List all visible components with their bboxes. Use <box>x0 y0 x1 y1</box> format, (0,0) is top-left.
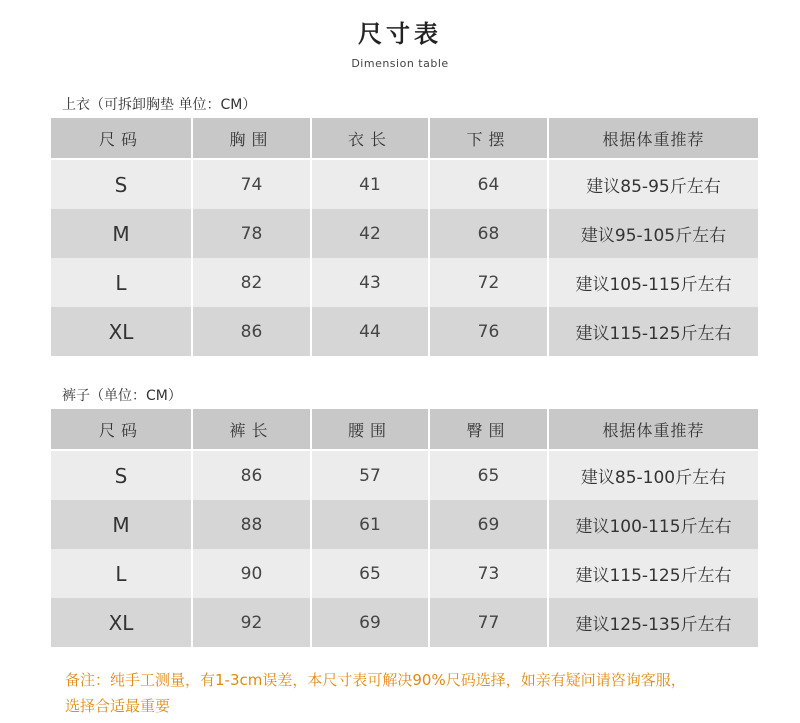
chest-cell: 74 <box>192 159 311 209</box>
waist-cell: 69 <box>311 598 429 647</box>
hip-cell: 77 <box>429 598 548 647</box>
hem-cell: 64 <box>429 159 548 209</box>
recommendation-cell: 建议125-135斤左右 <box>548 598 758 647</box>
column-header-length: 衣长 <box>311 118 429 159</box>
page-title: 尺寸表 <box>358 20 442 48</box>
table-header-row <box>51 409 758 450</box>
length-cell: 44 <box>311 307 429 356</box>
length-cell: 41 <box>311 159 429 209</box>
column-header-recommendation: 根据体重推荐 <box>548 118 758 159</box>
hip-cell: 73 <box>429 549 548 598</box>
table-row <box>51 500 758 549</box>
top-size-table <box>51 118 758 356</box>
table-row <box>51 450 758 500</box>
column-header-size: 尺码 <box>51 118 192 159</box>
pants-length-cell: 86 <box>192 450 311 500</box>
size-cell: S <box>51 159 192 209</box>
size-cell: L <box>51 258 192 307</box>
recommendation-cell: 建议105-115斤左右 <box>548 258 758 307</box>
size-cell: XL <box>51 598 192 647</box>
waist-cell: 61 <box>311 500 429 549</box>
size-cell: M <box>51 500 192 549</box>
hem-cell: 76 <box>429 307 548 356</box>
top-section-label: 上衣（可拆卸胸垫 单位：CM） <box>62 97 257 113</box>
column-header-size: 尺码 <box>51 409 192 450</box>
chest-cell: 86 <box>192 307 311 356</box>
waist-cell: 65 <box>311 549 429 598</box>
pants-length-cell: 92 <box>192 598 311 647</box>
page-subtitle: Dimension table <box>351 57 449 70</box>
note-text <box>65 667 765 719</box>
length-cell: 42 <box>311 209 429 258</box>
table-row <box>51 258 758 307</box>
chest-cell: 78 <box>192 209 311 258</box>
bottom-section-label: 裤子（单位：CM） <box>62 388 182 404</box>
column-header-pants-length: 裤长 <box>192 409 311 450</box>
size-cell: XL <box>51 307 192 356</box>
table-row <box>51 159 758 209</box>
size-cell: L <box>51 549 192 598</box>
recommendation-cell: 建议100-115斤左右 <box>548 500 758 549</box>
recommendation-cell: 建议95-105斤左右 <box>548 209 758 258</box>
note-line-2: 选择合适最重要 <box>65 697 171 715</box>
column-header-hip: 臀围 <box>429 409 548 450</box>
table-row <box>51 549 758 598</box>
table-header-row <box>51 118 758 159</box>
column-header-recommendation: 根据体重推荐 <box>548 409 758 450</box>
column-header-chest: 胸围 <box>192 118 311 159</box>
bottom-size-table <box>51 409 758 647</box>
hip-cell: 65 <box>429 450 548 500</box>
pants-length-cell: 90 <box>192 549 311 598</box>
recommendation-cell: 建议85-100斤左右 <box>548 450 758 500</box>
note-line-1: 备注：纯手工测量，有1-3cm误差，本尺寸表可解决90%尺码选择，如亲有疑问请咨询客服， <box>65 671 686 689</box>
table-row <box>51 307 758 356</box>
recommendation-cell: 建议85-95斤左右 <box>548 159 758 209</box>
size-cell: M <box>51 209 192 258</box>
length-cell: 43 <box>311 258 429 307</box>
pants-length-cell: 88 <box>192 500 311 549</box>
column-header-hem: 下摆 <box>429 118 548 159</box>
size-cell: S <box>51 450 192 500</box>
table-row <box>51 598 758 647</box>
chest-cell: 82 <box>192 258 311 307</box>
recommendation-cell: 建议115-125斤左右 <box>548 549 758 598</box>
waist-cell: 57 <box>311 450 429 500</box>
hem-cell: 72 <box>429 258 548 307</box>
column-header-waist: 腰围 <box>311 409 429 450</box>
table-row <box>51 209 758 258</box>
hem-cell: 68 <box>429 209 548 258</box>
recommendation-cell: 建议115-125斤左右 <box>548 307 758 356</box>
hip-cell: 69 <box>429 500 548 549</box>
